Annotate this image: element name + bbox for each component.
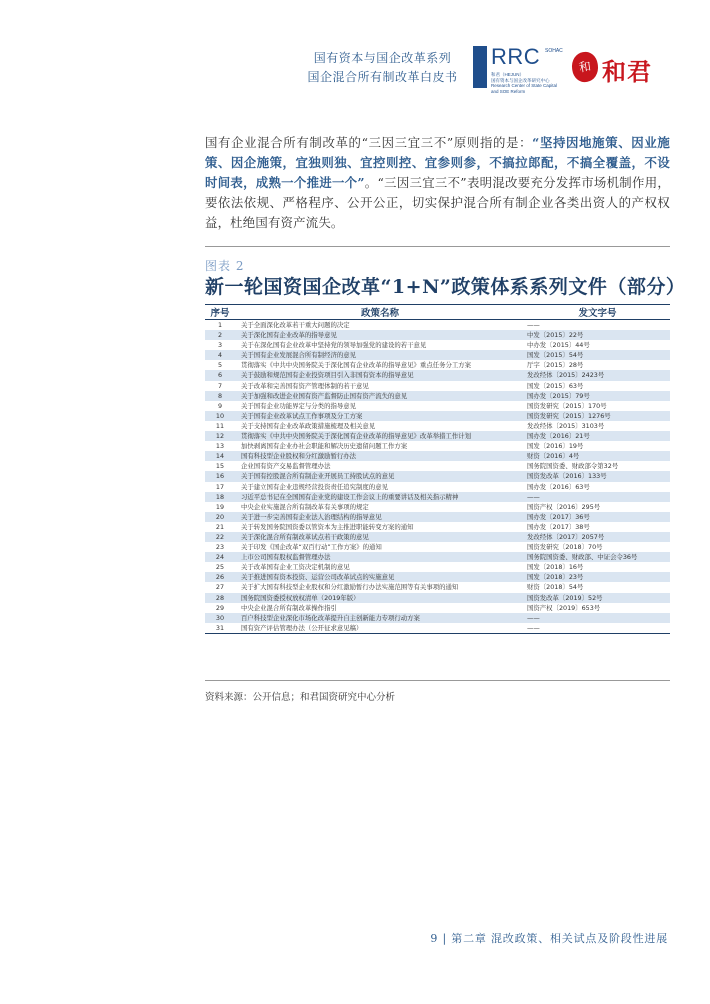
table-row [205, 522, 670, 532]
row-policy-name: 关于加强和改进企业国有资产监督防止国有资产流失的意见 [235, 391, 525, 401]
row-policy-name: 关于支持国有企业改革政策措施梳理及相关意见 [241, 421, 376, 430]
row-policy-name: 关于国有企业发展混合所有制经济的意见 [235, 350, 525, 360]
source-note: 资料来源：公开信息；和君国资研究中心分析 [205, 692, 396, 703]
table-row [205, 542, 670, 552]
row-number: 21 [215, 522, 225, 531]
row-doc-number: 国发〔2018〕23号 [525, 572, 670, 582]
table-row [205, 421, 670, 431]
row-doc-number: 国办发〔2017〕36号 [525, 512, 670, 522]
row-policy-name: 关于在深化国有企业改革中坚持党的领导加强党的建设的若干意见 [241, 341, 427, 350]
row-number: 15 [215, 462, 225, 471]
row-number: 1 [217, 321, 223, 329]
row-number: 22 [205, 532, 235, 542]
table-row [205, 370, 670, 380]
row-number: 16 [205, 471, 235, 481]
row-policy-name: 百户科技型企业深化市场化改革提升自主创新能力专项行动方案 [235, 613, 525, 623]
hejun-seal-icon: 和 [570, 50, 600, 83]
row-doc-number: 国资产权〔2019〕653号 [527, 603, 601, 612]
row-number: 4 [205, 350, 235, 360]
row-number: 3 [217, 341, 223, 350]
row-number: 24 [205, 552, 235, 562]
row-policy-name: 关于进一步完善国有企业法人治理结构的指导意见 [235, 512, 525, 522]
row-policy-name: 关于转发国务院国资委以管资本为主推进职能转变方案的通知 [241, 522, 414, 531]
row-policy-name: 国务院国资委授权放权清单（2019年版） [235, 593, 525, 603]
row-doc-number: 国办发〔2016〕63号 [527, 482, 590, 491]
row-policy-name: 关于国有控股混合所有制企业开展员工持股试点的意见 [235, 471, 525, 481]
row-policy-name: 中央企业混合所有制改革操作指引 [241, 603, 337, 612]
row-number: 9 [217, 401, 223, 410]
row-doc-number: 发改经体〔2015〕2423号 [525, 370, 670, 380]
table-row [205, 381, 670, 391]
table-row [205, 350, 670, 360]
column-header-doc: 发文字号 [525, 305, 670, 320]
table-row [205, 582, 670, 592]
table-row [205, 461, 670, 471]
row-number: 8 [205, 391, 235, 401]
row-doc-number: 国资产权〔2016〕295号 [527, 502, 601, 511]
row-doc-number: 发改经体〔2017〕2057号 [525, 532, 670, 542]
row-doc-number: 财资〔2018〕54号 [527, 583, 584, 592]
table-row [205, 360, 670, 370]
row-policy-name: 关于推进国有资本投资、运营公司改革试点的实施意见 [235, 572, 525, 582]
rrc-sub-cn: 和君（HEJUN） [491, 72, 525, 77]
paragraph-tail: 。“三因三宜三不”表明混改要充分发挥市场机制作用，要依法依规、严格程序、公开公正，切实保护混合所有制企业各类出资人的产权权益，杜绝国有资产流失。 [205, 175, 670, 230]
row-doc-number: 国发〔2015〕54号 [525, 350, 670, 360]
paragraph-lead: 国有企业混合所有制改革的“三因三宜三不”原则指的是： [205, 135, 533, 150]
row-doc-number: 国资发研究〔2018〕70号 [527, 543, 603, 552]
row-doc-number: 中发〔2015〕22号 [525, 330, 670, 340]
figure-label: 图表 2 [205, 259, 245, 273]
footer-separator: | [442, 932, 452, 945]
row-doc-number: —— [525, 623, 670, 634]
chapter-title: 第二章 混改政策、相关试点及阶段性进展 [451, 932, 668, 945]
row-policy-name: 关于全面深化改革若干重大问题的决定 [241, 321, 350, 329]
table-row [205, 532, 670, 542]
row-doc-number: —— [525, 492, 670, 502]
row-number: 5 [217, 361, 223, 370]
row-policy-name: 关于印发《国企改革“双百行动”工作方案》的通知 [241, 543, 382, 552]
table-row [205, 482, 670, 492]
table-row [205, 512, 670, 522]
row-policy-name: 关于国有企业功能界定与分类的指导意见 [241, 401, 357, 410]
paragraph-emphasis: “坚持因地施策、因业施策、因企施策，宜独则独、宜控则控、宜参则参，不搞拉郎配，不搞全覆盖，不设时间表，成熟一个推进一个” [205, 135, 670, 190]
row-number: 17 [215, 482, 225, 491]
header-series-line: 国有资本与国企改革系列 [313, 51, 452, 65]
figure-top-rule [205, 246, 670, 247]
table-row [205, 552, 670, 562]
figure-title: 新一轮国资国企改革“1+N”政策体系系列文件（部分） [205, 276, 686, 298]
table-row [205, 613, 670, 623]
row-policy-name: 关于深化国有企业改革的指导意见 [235, 330, 525, 340]
table-row [205, 502, 670, 512]
rrc-logo-sup: SOHAC [545, 48, 563, 54]
row-doc-number: 国资发研究〔2015〕170号 [527, 401, 607, 410]
row-policy-name: 关于扩大国有科技型企业股权和分红激励暂行办法实施范围等有关事项的通知 [241, 583, 459, 592]
table-row [205, 562, 670, 572]
row-number: 14 [205, 451, 235, 461]
row-doc-number: 国资发研究〔2015〕1276号 [525, 411, 670, 421]
rrc-logo-subtitle [491, 72, 563, 94]
row-policy-name: 加快剥离国有企业办社会职能和解决历史遗留问题工作方案 [241, 442, 408, 451]
figure-bottom-rule [205, 680, 670, 681]
table-row [205, 451, 670, 461]
row-doc-number: —— [527, 321, 540, 329]
row-policy-name: 关于改革和完善国有资产管理体制的若干意见 [241, 381, 369, 390]
row-doc-number: 国发〔2016〕19号 [527, 442, 584, 451]
rrc-sub-en: Research Center of State Capital and SOE Reform [491, 83, 558, 94]
row-doc-number: 国发〔2018〕16号 [527, 563, 584, 572]
column-header-name: 政策名称 [235, 305, 525, 320]
row-doc-number: 国办发〔2016〕21号 [525, 431, 670, 441]
row-number: 6 [205, 370, 235, 380]
row-number: 11 [215, 421, 225, 430]
column-header-no: 序号 [205, 305, 235, 320]
row-doc-number: 国办发〔2015〕79号 [525, 391, 670, 401]
row-number: 29 [215, 603, 225, 612]
body-paragraph [205, 133, 670, 233]
row-policy-name: 习近平总书记在全国国有企业党的建设工作会议上的重要讲话及相关指示精神 [235, 492, 525, 502]
row-policy-name: 关于建立国有企业违规经营投资责任追究制度的意见 [241, 482, 388, 491]
row-number: 7 [217, 381, 223, 390]
rrc-logo [473, 44, 563, 94]
header-book-line: 国企混合所有制改革白皮书 [307, 70, 458, 84]
row-number: 2 [205, 330, 235, 340]
row-policy-name: 贯彻落实《中共中央国务院关于深化国有企业改革的指导意见》重点任务分工方案 [241, 361, 472, 370]
row-number: 30 [205, 613, 235, 623]
table-row [205, 411, 670, 421]
table-row [205, 471, 670, 481]
row-policy-name: 贯彻落实《中共中央国务院关于深化国有企业改革的指导意见》改革举措工作计划 [235, 431, 525, 441]
row-number: 20 [205, 512, 235, 522]
row-policy-name: 国有科技型企业股权和分红激励暂行办法 [235, 451, 525, 461]
table-row [205, 320, 670, 331]
row-number: 18 [205, 492, 235, 502]
row-doc-number: 发改经体〔2015〕3103号 [527, 421, 605, 430]
row-policy-name: 上市公司国有股权监督管理办法 [235, 552, 525, 562]
row-number: 13 [215, 442, 225, 451]
table-row [205, 623, 670, 634]
table-row [205, 603, 670, 613]
row-doc-number: 国发〔2015〕63号 [527, 381, 584, 390]
table-row [205, 391, 670, 401]
rrc-sub-line: 国有资本与国企改革研究中心 [491, 77, 550, 83]
row-number: 28 [205, 593, 235, 603]
rrc-logo-text: RRC [491, 44, 541, 69]
hejun-logo-text: 和君 [602, 57, 652, 86]
row-doc-number: 国资发改革〔2016〕133号 [525, 471, 670, 481]
row-doc-number: 国办发〔2017〕38号 [527, 522, 590, 531]
row-doc-number: —— [525, 613, 670, 623]
row-policy-name: 企业国有资产交易监督管理办法 [241, 462, 331, 471]
rrc-logo-block [473, 46, 487, 88]
table-row [205, 340, 670, 350]
table-row [205, 431, 670, 441]
row-number: 12 [205, 431, 235, 441]
row-number: 31 [205, 623, 235, 634]
row-policy-name: 中央企业实施混合所有制改革有关事项的规定 [241, 502, 369, 511]
table-row [205, 330, 670, 340]
page-footer [430, 930, 668, 946]
row-number: 25 [215, 563, 225, 572]
table-row [205, 401, 670, 411]
row-doc-number: 国务院国资委、财政部令第32号 [527, 462, 619, 471]
row-number: 10 [205, 411, 235, 421]
hejun-logo [572, 50, 652, 86]
table-row [205, 593, 670, 603]
row-number: 26 [205, 572, 235, 582]
row-number: 27 [215, 583, 225, 592]
row-policy-name: 关于鼓励和规范国有企业投资项目引入非国有资本的指导意见 [235, 370, 525, 380]
page-number: 9 [430, 932, 439, 945]
row-doc-number: 财资〔2016〕4号 [525, 451, 670, 461]
table-row [205, 441, 670, 451]
row-doc-number: 中办发〔2015〕44号 [527, 341, 590, 350]
row-doc-number: 国务院国资委、财政部、中证会令36号 [525, 552, 670, 562]
policy-table [205, 304, 670, 634]
header-title [300, 49, 465, 87]
row-policy-name: 关于深化混合所有制改革试点若干政策的意见 [235, 532, 525, 542]
table-row [205, 492, 670, 502]
row-doc-number: 国资发改革〔2019〕52号 [525, 593, 670, 603]
row-number: 19 [215, 502, 225, 511]
row-policy-name: 国有资产评估管理办法（公开征求意见稿） [235, 623, 525, 634]
row-doc-number: 厅字〔2015〕28号 [527, 361, 584, 370]
table-row [205, 572, 670, 582]
table-header-row [205, 305, 670, 320]
row-policy-name: 关于改革国有企业工资决定机制的意见 [241, 563, 350, 572]
row-number: 23 [215, 543, 225, 552]
row-policy-name: 关于国有企业改革试点工作事项及分工方案 [235, 411, 525, 421]
